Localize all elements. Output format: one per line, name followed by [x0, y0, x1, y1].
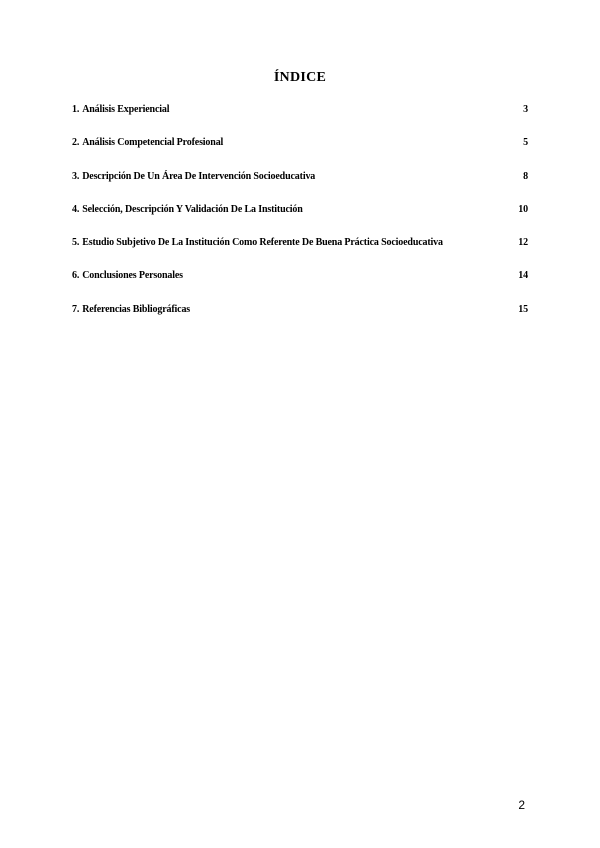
- toc-entry[interactable]: [72, 304, 528, 337]
- toc-entry-number: 7.: [72, 303, 80, 315]
- toc-entry[interactable]: [72, 171, 528, 204]
- toc-entry-page: 15: [518, 303, 528, 315]
- toc-entry-label: Selección, Descripción Y Validación De La Institución: [82, 203, 303, 215]
- toc-entry-label: Conclusiones Personales: [82, 270, 183, 282]
- toc-entry-label: Estudio Subjetivo De La Institución Como Referente De Buena Práctica Socioeducativa: [82, 237, 443, 249]
- toc-entry[interactable]: [72, 104, 528, 137]
- page-number: 2: [518, 798, 525, 812]
- toc-entry-label: Análisis Experiencial: [82, 104, 170, 115]
- toc-entry-label: Referencias Bibliográficas: [82, 303, 191, 315]
- toc-entry-page: 10: [518, 203, 528, 215]
- toc-entry-number: 5.: [72, 237, 80, 249]
- toc-entry-page: 5: [523, 137, 528, 149]
- page-title: ÍNDICE: [273, 70, 327, 85]
- toc-entry-label: Análisis Competencial Profesional: [82, 137, 224, 149]
- toc-entry[interactable]: [72, 137, 528, 170]
- toc-entry-number: 6.: [72, 270, 80, 282]
- toc-entry-number: 4.: [72, 203, 80, 215]
- toc-entry-number: 2.: [72, 137, 80, 149]
- toc-entry-number: 1.: [72, 104, 80, 115]
- toc-entry-page: 8: [523, 170, 528, 182]
- toc-entry-label: Descripción De Un Área De Intervención Socioeducativa: [82, 170, 316, 182]
- toc-entry-page: 14: [518, 270, 528, 282]
- toc-entry[interactable]: [72, 204, 528, 237]
- toc-entry-page: 12: [518, 237, 528, 249]
- toc-entry-number: 3.: [72, 170, 80, 182]
- table-of-contents: [72, 104, 528, 337]
- toc-entry[interactable]: [72, 237, 528, 270]
- toc-entry[interactable]: [72, 270, 528, 303]
- toc-entry-page: 3: [523, 104, 528, 115]
